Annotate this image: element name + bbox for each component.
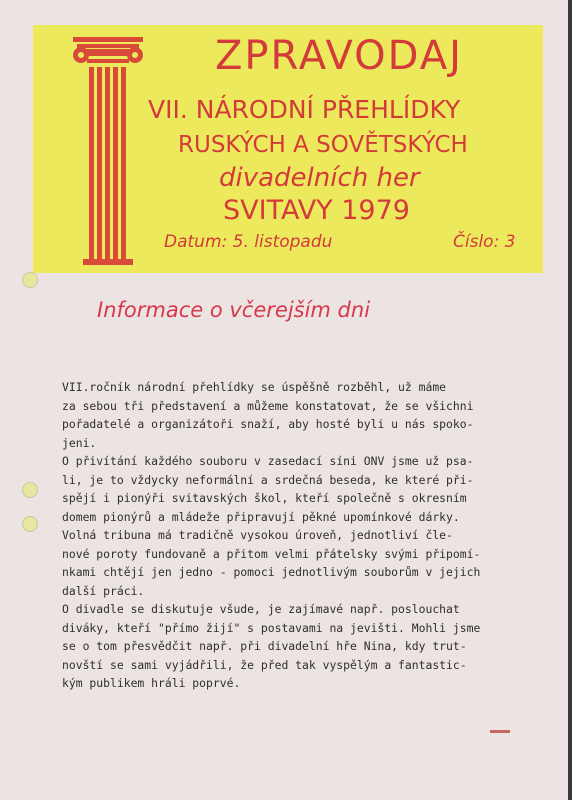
issue-date: Datum: 5. listopadu — [164, 232, 333, 252]
masthead-banner — [33, 25, 543, 273]
body-line: VII.ročník národní přehlídky se úspěšně rozběhl, už máme — [62, 380, 447, 394]
body-line: O divadle se diskutuje všude, je zajímavé např. poslouchat — [62, 602, 460, 616]
body-line: pořadatelé a organizátoři snaží, aby hosté byli u nás spoko- — [62, 417, 474, 431]
body-line: domem pionýrů a mládeže připravují pěkné upomínkové dárky. — [62, 509, 460, 524]
body-line: jeni. — [62, 435, 97, 450]
body-line: se o tom přesvědčit např. při divadelní hře Nina, kdy trut- — [62, 639, 467, 653]
issue-number: Číslo: 3 — [453, 232, 516, 252]
masthead-line-4: divadelních her — [219, 163, 420, 193]
punch-hole — [22, 482, 38, 498]
body-line: spějí i pionýři svitavských škol, kteří společně s okresním — [62, 491, 467, 505]
body-line: O přivítání každého souboru v zasedací síni ONV jsme už psa- — [62, 454, 474, 468]
body-line: nové poroty fundovaně a přitom velmi přátelsky svými připomí- — [62, 546, 481, 561]
body-line: novští se sami vyjádřili, že před tak vyspělým a fantastic- — [62, 657, 467, 672]
punch-hole — [22, 272, 38, 288]
masthead-line-3: RUSKÝCH A SOVĚTSKÝCH — [178, 132, 468, 158]
punch-hole — [22, 516, 38, 532]
article-body — [62, 378, 492, 693]
masthead-line-2: VII. NÁRODNÍ PŘEHLÍDKY — [148, 95, 461, 124]
body-line: li, je to vždycky neformální a srdečná beseda, ke které při- — [62, 472, 474, 487]
body-line: diváky, kteří "přímo žijí" s postavami na jevišti. Mohli jsme — [62, 620, 481, 635]
masthead-line-5: SVITAVY 1979 — [223, 195, 410, 226]
section-heading: Informace o včerejším dni — [97, 298, 371, 322]
body-line: nkami chtějí jen jedno - pomoci jednotlivým souborům v jejich — [62, 565, 481, 579]
body-line: kým publikem hráli poprvé. — [62, 676, 241, 690]
body-line: Volná tribuna má tradičně vysokou úroveň, jednotliví čle- — [62, 528, 453, 542]
newsletter-title: ZPRAVODAJ — [215, 33, 463, 79]
red-mark — [490, 730, 510, 733]
body-line: další práci. — [62, 583, 145, 598]
body-line: za sebou tři představení a můžeme konstatovat, že se všichni — [62, 398, 474, 413]
ionic-column-icon — [73, 35, 143, 267]
